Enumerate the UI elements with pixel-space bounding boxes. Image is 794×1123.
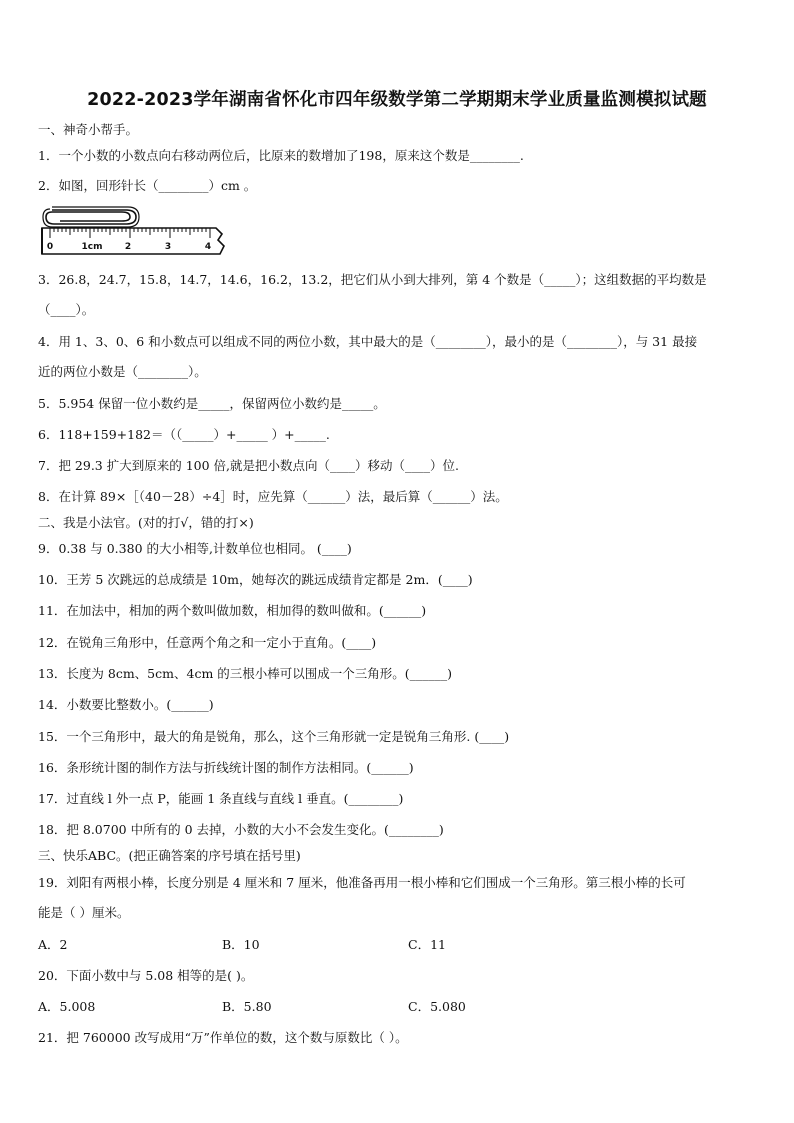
- question-16: 16．条形统计图的制作方法与折线统计图的制作方法相同。(______): [38, 760, 414, 775]
- question-11: 11．在加法中，相加的两个数叫做加数，相加得的数叫做和。(______): [38, 603, 427, 618]
- option-19-c: C．11: [408, 937, 446, 952]
- question-12: 12．在锐角三角形中，任意两个角之和一定小于直角。(____): [38, 635, 377, 650]
- question-2: 2．如图，回形针长（________）cm 。: [38, 178, 257, 193]
- option-20-c: C．5.080: [408, 999, 466, 1014]
- question-4: 4．用 1、3、0、6 和小数点可以组成不同的两位小数，其中最大的是（________），最小的是（________），与 31 最接: [38, 334, 698, 349]
- question-19: 19．刘阳有两根小棒，长度分别是 4 厘米和 7 厘米，他准备再用一根小棒和它们围成一个三角形。第三根小棒的长可: [38, 875, 686, 890]
- question-14: 14．小数要比整数小。(______): [38, 697, 214, 712]
- question-7: 7．把 29.3 扩大到原来的 100 倍,就是把小数点向（____）移动（____）位.: [38, 458, 459, 473]
- section-1-heading: 一、神奇小帮手。: [38, 122, 139, 137]
- ruler-paperclip-figure: [40, 202, 226, 258]
- question-20: 20．下面小数中与 5.08 相等的是( )。: [38, 968, 254, 983]
- question-13: 13．长度为 8cm、5cm、4cm 的三根小棒可以围成一个三角形。(______): [38, 666, 453, 681]
- ruler-tick-label: 2: [124, 242, 132, 252]
- question-17: 17．过直线 l 外一点 P，能画 1 条直线与直线 l 垂直。(________): [38, 791, 404, 806]
- question-3-continued: （____）。: [38, 302, 95, 317]
- question-5: 5．5.954 保留一位小数约是_____，保留两位小数约是_____。: [38, 396, 386, 411]
- question-1: 1．一个小数的小数点向右移动两位后，比原来的数增加了198，原来这个数是________.: [38, 148, 524, 163]
- option-20-a: A．5.008: [38, 999, 96, 1014]
- ruler-tick-label: 4: [204, 242, 212, 252]
- ruler-tick-label: 1cm: [81, 242, 103, 252]
- question-10: 10．王芳 5 次跳远的总成绩是 10m，她每次的跳远成绩肯定都是 2m．(____): [38, 572, 473, 587]
- option-20-b: B．5.80: [222, 999, 272, 1014]
- question-4-continued: 近的两位小数是（________）。: [38, 364, 207, 379]
- question-9: 9．0.38 与 0.380 的大小相等,计数单位也相同。 (____): [38, 541, 352, 556]
- option-19-a: A．2: [38, 937, 68, 952]
- section-3-heading: 三、快乐ABC。(把正确答案的序号填在括号里): [38, 848, 301, 863]
- section-2-heading: 二、我是小法官。(对的打√，错的打×): [38, 515, 254, 530]
- option-19-b: B．10: [222, 937, 260, 952]
- exam-title: 2022-2023学年湖南省怀化市四年级数学第二学期期末学业质量监测模拟试题: [87, 90, 707, 110]
- question-18: 18．把 8.0700 中所有的 0 去掉，小数的大小不会发生变化。(________): [38, 822, 444, 837]
- ruler-tick-label: 0: [46, 242, 54, 252]
- question-6: 6．118+159+182＝（（_____）+_____ ）+_____.: [38, 427, 330, 442]
- question-3: 3．26.8，24.7，15.8，14.7，14.6，16.2，13.2，把它们从小到大排列，第 4 个数是（_____）；这组数据的平均数是: [38, 272, 707, 287]
- question-8: 8．在计算 89×［（40－28）÷4］时，应先算（______）法，最后算（______）法。: [38, 489, 508, 504]
- paperclip-icon: [43, 207, 139, 227]
- question-21: 21．把 760000 改写成用“万”作单位的数，这个数与原数比（ ）。: [38, 1030, 408, 1045]
- question-15: 15．一个三角形中，最大的角是锐角，那么，这个三角形就一定是锐角三角形. (____): [38, 729, 510, 744]
- ruler-tick-label: 3: [164, 242, 172, 252]
- ruler-body: [42, 228, 224, 254]
- question-19-continued: 能是（ ）厘米。: [38, 905, 130, 920]
